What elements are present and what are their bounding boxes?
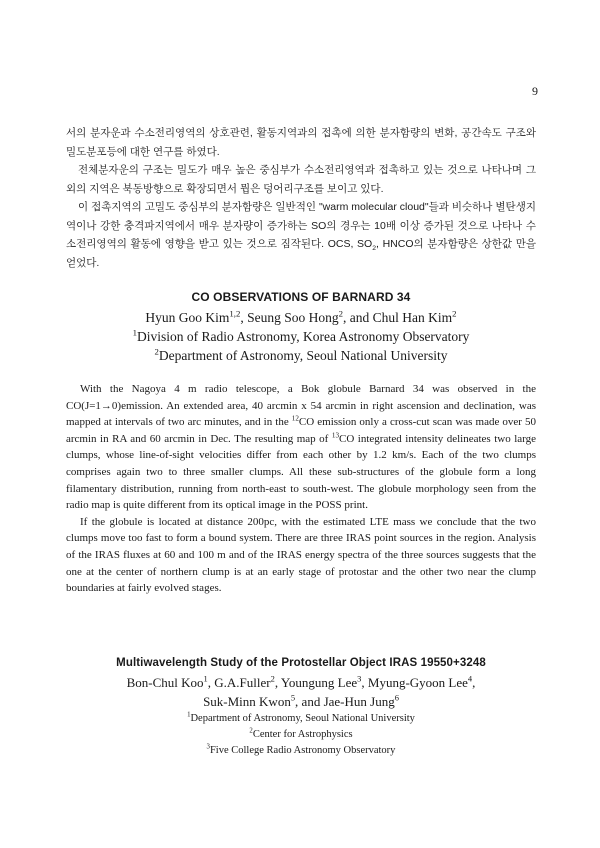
author-list: Bon-Chul Koo$^1$, G.A.Fuller$^2$, Youngung Lee$^3$, Myung-Gyoon Lee$^4$, Suk-Minn Kwon$^5$, and Jae-Hun Jung$^6$ <box>126 673 476 709</box>
korean-paragraph: 서의 분자운과 수소전리영역의 상호관련, 활동지역과의 접촉에 의한 분자함량의 변화, 공간속도 구조와 밀도분포등에 대한 연구를 하였다. <box>66 127 536 158</box>
abstract-body <box>66 381 536 597</box>
korean-paragraph: 전체분자운의 구조는 밀도가 매우 높은 중심부가 수소전리영역과 접촉하고 있는 것으로 나타나며 그 외의 지역은 북동방향으로 확장되면서 뭡은 덩어리구조를 보이고 있다. <box>66 164 536 195</box>
affiliation: $^3$Five College Radio Astronomy Observatory <box>206 743 396 756</box>
abstract-header-iras19550 <box>66 657 536 759</box>
page-number: 9 <box>532 84 538 98</box>
author-list: Hyun Goo Kim$^{1,2}$, Seung Soo Hong$^2$, and Chul Han Kim$^2$ <box>145 308 457 325</box>
abstract-paragraph: With the Nagoya 4 m radio telescope, a Bok globule Barnard 34 was observed in the CO(J=1→0)emission. An extended area, 40 arcmin x 54 arcmin in right ascension and declination, was mapped at intervals of two arc minutes, and in the $^{12}$CO emission only a cross-cut scan was made over 50 arcmin in RA and 60 arcmin in Dec. The resulting map of $^{13}$CO integrated intensity delineates two large clumps, whose line-of-sight velocities differ from each other by 1.2 km/s. Each of the two clumps comprises again two to three smaller clumps. All these sub-structures of the globule form a long filamentary distribution, running from north-east to south-west. The globule morphology seen from the radio map is quite different from its optical image in the POSS print. <box>66 383 537 512</box>
abstract-title: Multiwavelength Study of the Protostellar Object IRAS 19550+3248 <box>116 657 486 669</box>
abstract-title: CO OBSERVATIONS OF BARNARD 34 <box>191 290 411 304</box>
affiliation: $^2$Center for Astrophysics <box>249 727 353 740</box>
abstract-header-barnard34 <box>66 290 536 365</box>
affiliation: $^2$Department of Astronomy, Seoul National University <box>154 346 448 363</box>
korean-paragraph: 이 접촉지역의 고밀도 중심부의 분자함량은 일반적인 "warm molecular cloud"들과 비슷하나 별탄생지역이나 강한 충격파지역에서 매우 분자량이 증가하는 SO의 경우는 10배 이상 증가된 것으로 나타나 수소전리영역의 활동에 영향을 받고 있는 것으로 짐작된다. OCS, $SO_2$, HNCO의 분자함량은 상한값 만을 얻었다. <box>66 201 537 269</box>
affiliation: $^1$Division of Radio Astronomy, Korea Astronomy Observatory <box>132 327 470 344</box>
korean-text-block <box>66 124 536 272</box>
affiliation: $^1$Department of Astronomy, Seoul National University <box>187 711 415 724</box>
abstract-paragraph: If the globule is located at distance 200pc, with the estimated LTE mass we conclude that the two clumps move too fast to form a bound system. There are three IRAS point sources in the region. Analysis of the IRAS fluxes at 60 and 100 m and of the IRAS energy spectra of the three sources suggests that the one at the center of northern clump is at an early stage of protostar and the other two near the clump boundaries at fairly evolved stages. <box>66 515 536 595</box>
